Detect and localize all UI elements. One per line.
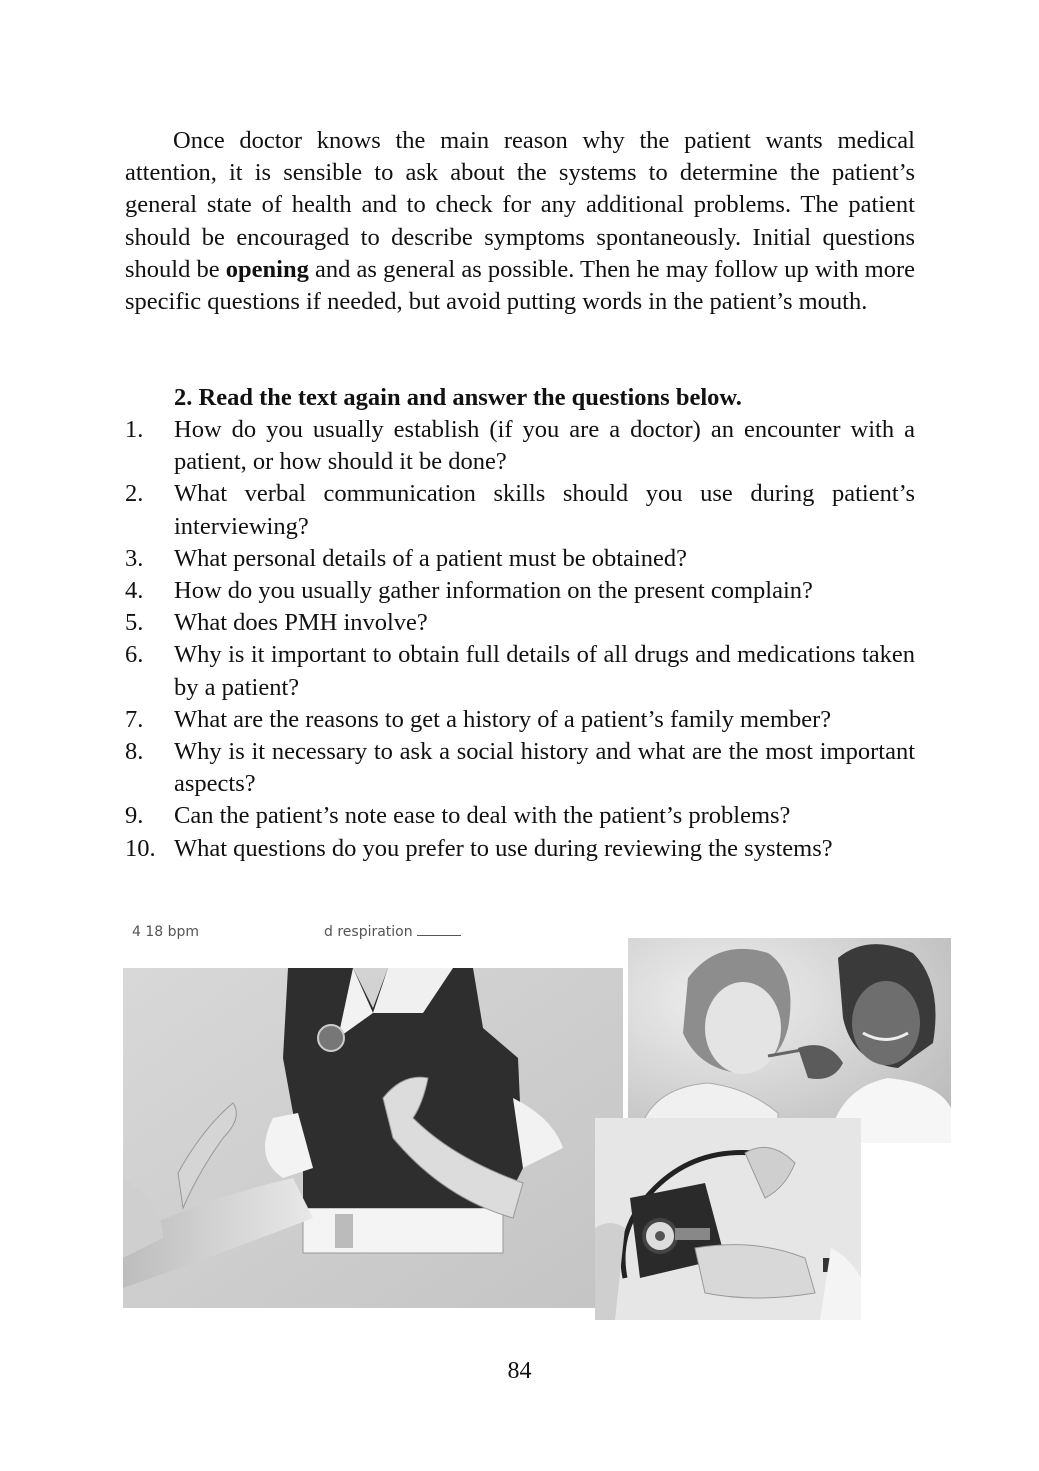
question-item xyxy=(125,736,915,800)
paragraph-text-end: and as general as possible. Then he may follow up with more specific questions if needed, but avoid putting words in the patient’s mouth. xyxy=(125,255,915,316)
question-text: What verbal communication skills should you use during patient’s interviewing? xyxy=(174,480,915,540)
question-text: Why is it necessary to ask a social history and what are the most important aspects? xyxy=(174,738,915,798)
question-number: 6. xyxy=(125,641,144,669)
question-item xyxy=(125,414,915,478)
question-item xyxy=(125,639,915,703)
nurse-pulse-photo xyxy=(123,968,623,1308)
question-item xyxy=(125,800,915,832)
question-number: 8. xyxy=(125,738,144,766)
question-number: 5. xyxy=(125,609,144,637)
question-item xyxy=(125,607,915,639)
paragraph-text-start: Once doctor knows the main reason why the patient wants medical attention, it is sensible to ask about the systems to determine the patient’s general state of health and to check for any additional problems. The patient should be encouraged to describe symptoms spontaneously. Initial questions should be xyxy=(125,127,915,283)
pulse-caption: 4 18 bpm xyxy=(132,924,200,940)
question-text: How do you usually establish (if you are a doctor) an encounter with a patient, or how should it be done? xyxy=(174,416,915,476)
answer-blank xyxy=(417,935,461,936)
question-text: Why is it important to obtain full details of all drugs and medications taken by a patient? xyxy=(174,641,915,701)
intro-paragraph xyxy=(125,125,915,318)
question-item xyxy=(125,543,915,575)
thermometer-photo xyxy=(628,938,951,1143)
question-number: 1. xyxy=(125,416,144,443)
page-number: 84 xyxy=(507,1358,532,1384)
question-text: What questions do you prefer to use during reviewing the systems? xyxy=(174,834,833,862)
question-text: What are the reasons to get a history of a patient’s family member? xyxy=(174,705,832,733)
exercise-heading: 2. Read the text again and answer the questions below. xyxy=(174,384,742,411)
question-number: 4. xyxy=(125,577,144,605)
question-number: 7. xyxy=(125,705,144,733)
question-text: How do you usually gather information on the present complain? xyxy=(174,577,813,605)
question-item xyxy=(125,833,915,865)
question-item xyxy=(125,478,915,542)
question-list xyxy=(125,414,915,865)
question-text: What personal details of a patient must be obtained? xyxy=(174,544,687,572)
respiration-caption-text: d respiration xyxy=(324,924,413,940)
paragraph-bold-word: opening xyxy=(225,255,309,283)
question-text: Can the patient’s note ease to deal with the patient’s problems? xyxy=(174,802,791,830)
question-number: 10. xyxy=(125,834,156,862)
respiration-caption xyxy=(324,924,461,940)
question-number: 9. xyxy=(125,802,144,830)
question-item xyxy=(125,704,915,736)
question-number: 3. xyxy=(125,544,144,572)
blood-pressure-photo xyxy=(595,1118,861,1320)
question-item xyxy=(125,575,915,607)
question-number: 2. xyxy=(125,480,144,508)
question-text: What does PMH involve? xyxy=(174,609,428,637)
